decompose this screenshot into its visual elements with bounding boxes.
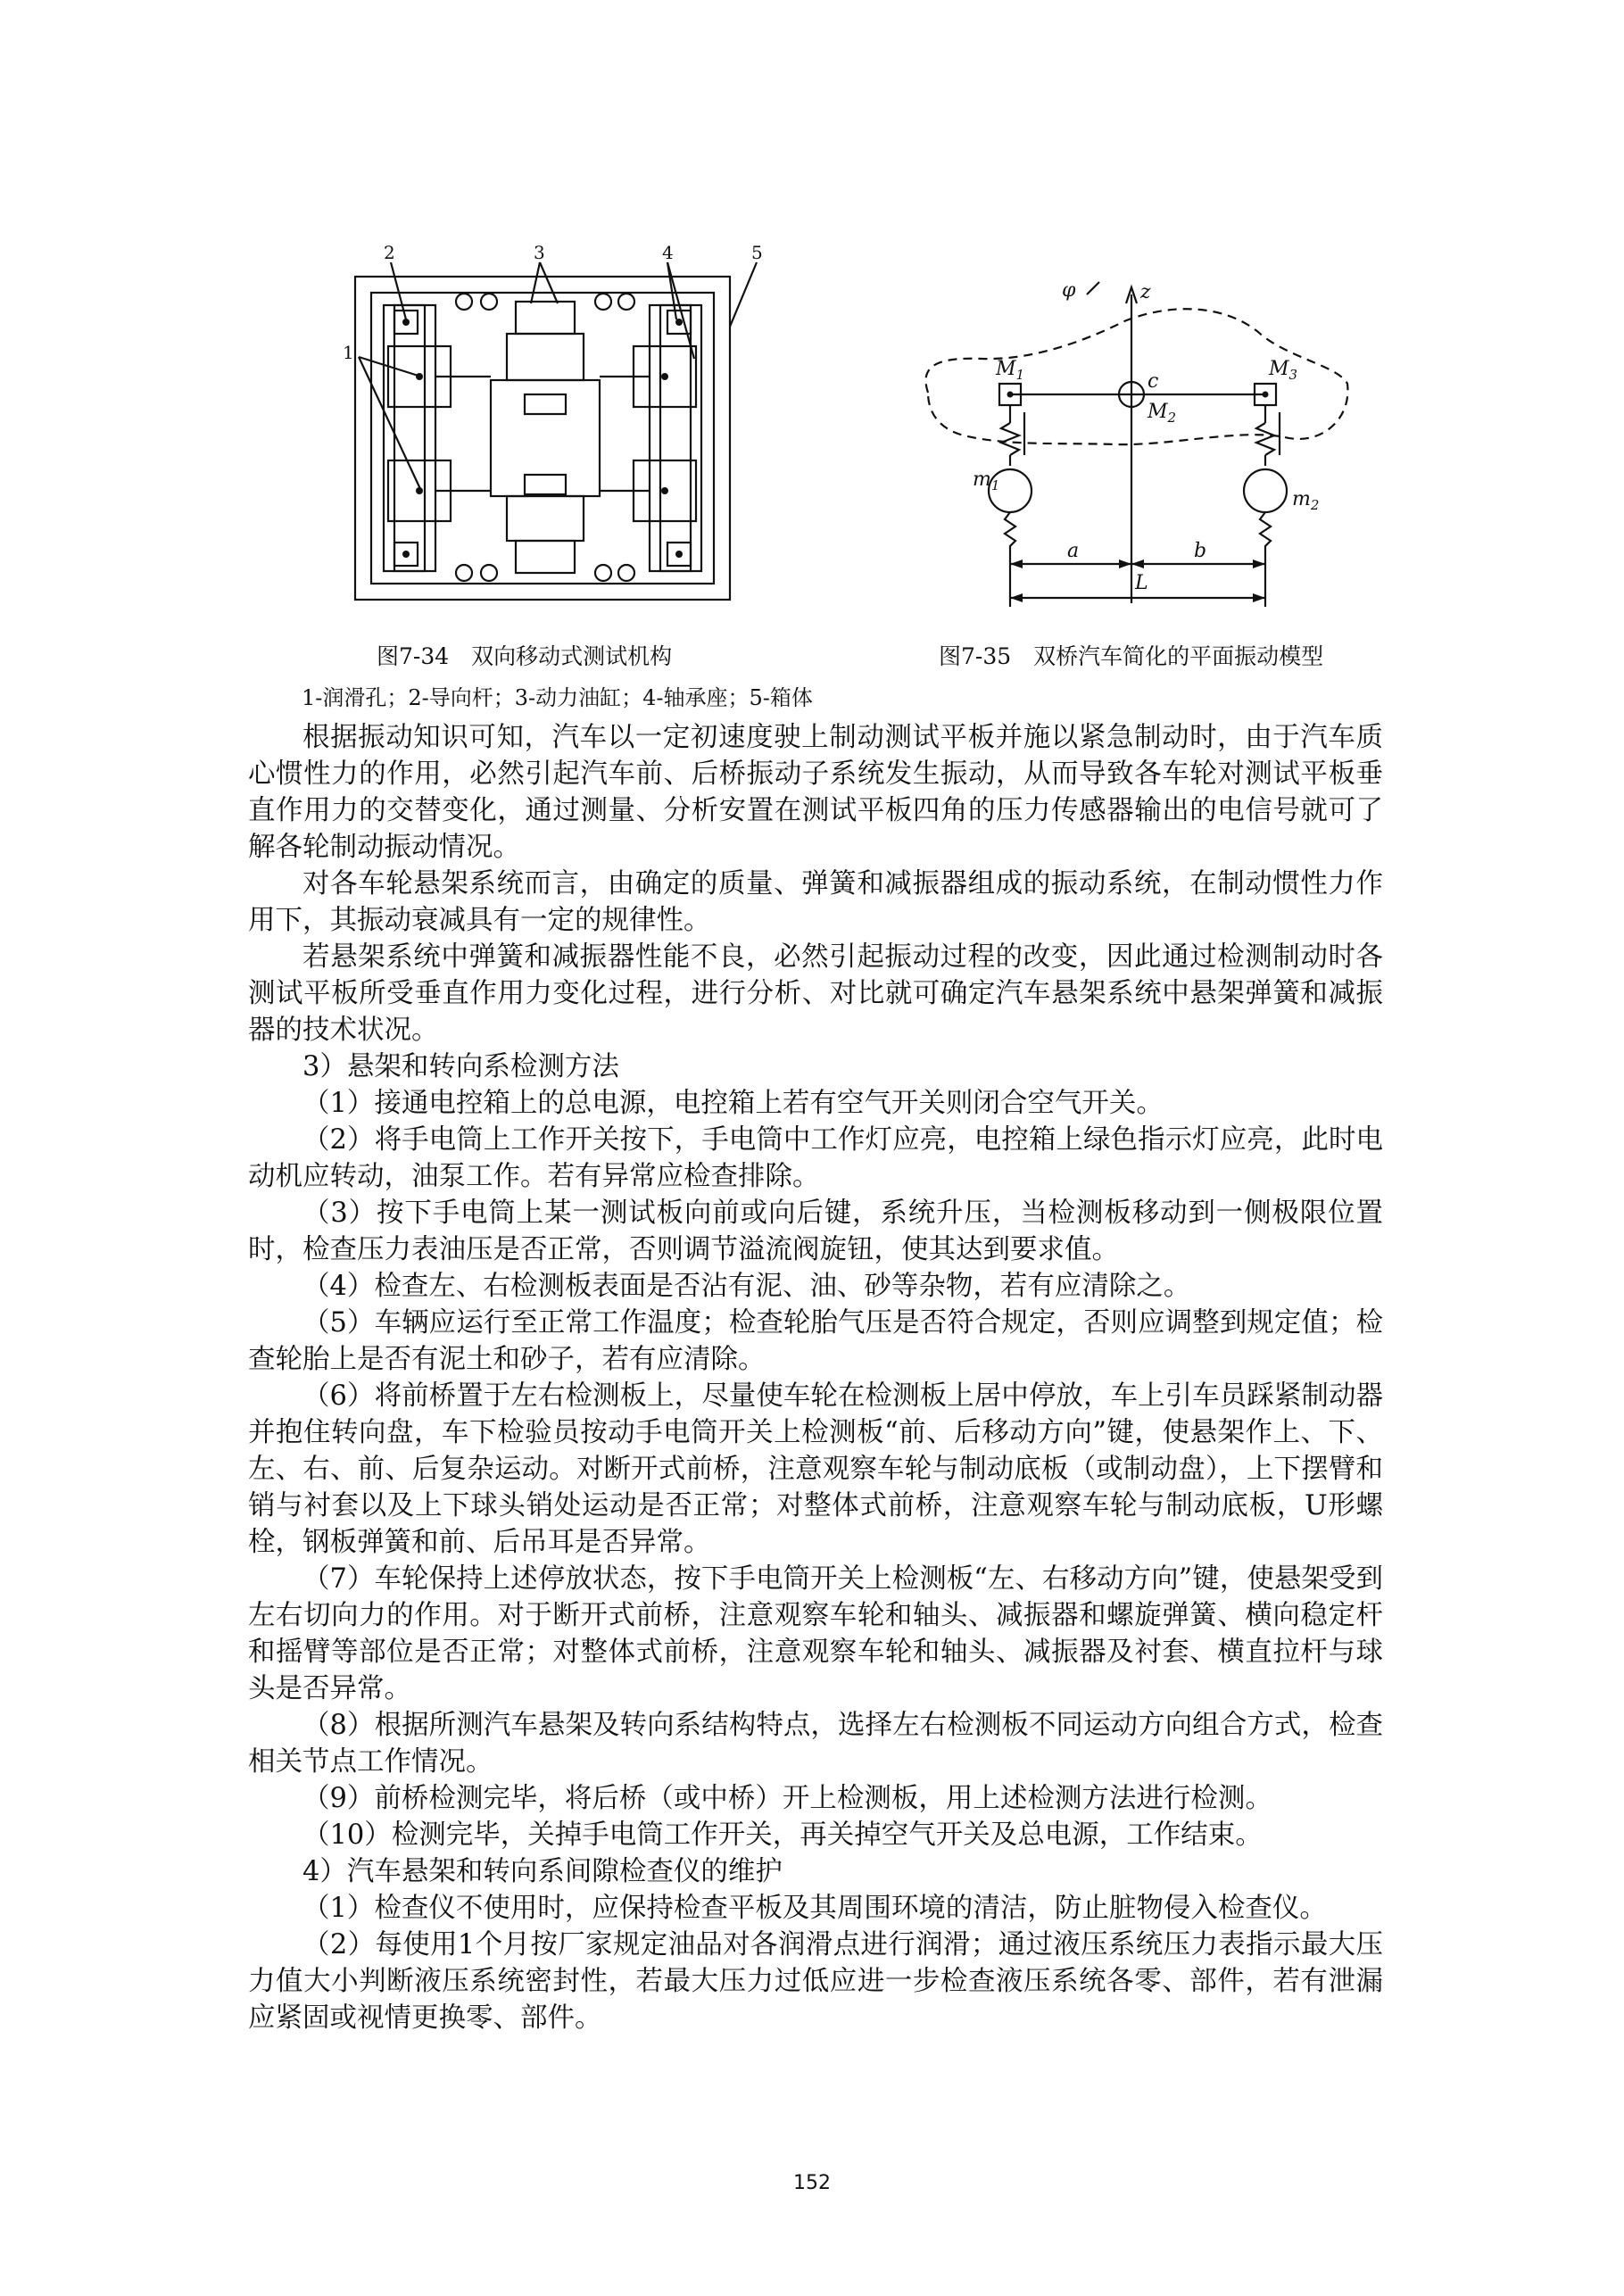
label-M1: M bbox=[996, 358, 1016, 380]
figure-7-35-caption: 图7-35 双桥汽车简化的平面振动模型 bbox=[939, 643, 1324, 669]
label-M3-sub: 3 bbox=[1288, 367, 1298, 383]
label-z: z bbox=[1140, 281, 1151, 303]
test-mechanism-drawing bbox=[339, 241, 763, 616]
figure-legend: 1-润滑孔；2-导向杆；3-动力油缸；4-轴承座；5-箱体 bbox=[302, 685, 813, 710]
figure-7-34 bbox=[339, 241, 763, 616]
label-m1: m bbox=[973, 468, 991, 491]
step-item: （4）检查左、右检测板表面是否沾有泥、油、砂等杂物，若有应清除之。 bbox=[302, 1271, 1191, 1302]
step-item: （2）将手电筒上工作开关按下，手电筒中工作灯应亮，电控箱上绿色指示灯应亮，此时电动机应转动，油泵工作。若有异常应检查排除。 bbox=[248, 1124, 1383, 1192]
label-m2: m bbox=[1292, 488, 1311, 510]
label-L: L bbox=[1135, 572, 1148, 594]
vibration-model-drawing bbox=[901, 268, 1374, 625]
step-item: （3）按下手电筒上某一测试板向前或向后键，系统升压，当检测板移动到一侧极限位置时，检查压力表油压是否正常，否则调节溢流阀旋钮，使其达到要求值。 bbox=[248, 1198, 1383, 1265]
callout-1: 1 bbox=[343, 342, 354, 363]
label-M3: M bbox=[1269, 358, 1289, 380]
paragraph: 对各车轮悬架系统而言，由确定的质量、弹簧和减振器组成的振动系统，在制动惯性力作用下，其振动衰减具有一定的规律性。 bbox=[248, 868, 1383, 936]
label-b: b bbox=[1194, 540, 1207, 562]
callout-3: 3 bbox=[534, 242, 545, 263]
label-m1-sub: 1 bbox=[990, 477, 1000, 493]
svg-text:M1 bbox=[995, 358, 1024, 383]
step-item: （9）前桥检测完毕，将后桥（或中桥）开上检测板，用上述检测方法进行检测。 bbox=[302, 1783, 1272, 1814]
paragraph: 根据振动知识可知，汽车以一定初速度驶上制动测试平板并施以紧急制动时，由于汽车质心惯性力的作用，必然引起汽车前、后桥振动子系统发生振动，从而导致各车轮对测试平板垂直作用力的交替变化，通过测量、分析安置在测试平板四角的压力传感器输出的电信号就可了解各轮制动振动情况。 bbox=[248, 722, 1383, 863]
svg-text:m1 bbox=[973, 468, 999, 493]
callout-2: 2 bbox=[384, 242, 395, 263]
step-item: （6）将前桥置于左右检测板上，尽量使车轮在检测板上居中停放，车上引车员踩紧制动器并抱住转向盘，车下检验员按动手电筒开关上检测板“前、后移动方向”键，使悬架作上、下、左、右、前、后复杂运动。对断开式前桥，注意观察车轮与制动底板（或制动盘），上下摆臂和销与衬套以及上下球头销处运动是否正常；对整体式前桥，注意观察车轮与制动底板，U形螺栓，钢板弹簧和前、后吊耳是否异常。 bbox=[248, 1380, 1383, 1558]
paragraph: 若悬架系统中弹簧和减振器性能不良，必然引起振动过程的改变，因此通过检测制动时各测试平板所受垂直作用力变化过程，进行分析、对比就可确定汽车悬架系统中悬架弹簧和减振器的技术状况。 bbox=[248, 941, 1383, 1046]
step-item: （2）每使用1个月按厂家规定油品对各润滑点进行润滑；通过液压系统压力表指示最大压力值大小判断液压系统密封性，若最大压力过低应进一步检查液压系统各零、部件，若有泄漏应紧固或视情更换零、部件。 bbox=[248, 1929, 1383, 2034]
section-heading: 3）悬架和转向系检测方法 bbox=[302, 1051, 619, 1082]
callout-4: 4 bbox=[662, 242, 674, 263]
label-c: c bbox=[1148, 370, 1159, 393]
figure-7-34-caption: 图7-34 双向移动式测试机构 bbox=[377, 643, 673, 669]
label-a: a bbox=[1067, 540, 1080, 562]
label-m2-sub: 2 bbox=[1310, 497, 1320, 513]
label-M2-sub: 2 bbox=[1167, 410, 1177, 426]
label-M2: M bbox=[1148, 401, 1168, 423]
step-item: （1）检查仪不使用时，应保持检查平板及其周围环境的清洁，防止脏物侵入检查仪。 bbox=[302, 1893, 1327, 1924]
step-item: （10）检测完毕，关掉手电筒工作开关，再关掉空气开关及总电源，工作结束。 bbox=[302, 1819, 1263, 1851]
callout-5: 5 bbox=[751, 242, 763, 263]
svg-text:m2 bbox=[1292, 488, 1319, 513]
label-M1-sub: 1 bbox=[1015, 367, 1025, 383]
label-phi: φ bbox=[1062, 279, 1076, 302]
svg-text:M3 bbox=[1268, 358, 1297, 383]
svg-text:M2 bbox=[1147, 401, 1176, 426]
step-item: （8）根据所测汽车悬架及转向系结构特点，选择左右检测板不同运动方向组合方式，检查相关节点工作情况。 bbox=[248, 1710, 1383, 1778]
section-heading: 4）汽车悬架和转向系间隙检查仪的维护 bbox=[302, 1856, 783, 1887]
body-text bbox=[248, 719, 1383, 2036]
figure-7-35 bbox=[901, 268, 1374, 625]
step-item: （1）接通电控箱上的总电源，电控箱上若有空气开关则闭合空气开关。 bbox=[302, 1088, 1164, 1119]
step-item: （5）车辆应运行至正常工作温度；检查轮胎气压是否符合规定，否则应调整到规定值；检查轮胎上是否有泥土和砂子，若有应清除。 bbox=[248, 1307, 1383, 1375]
step-item: （7）车轮保持上述停放状态，按下手电筒开关上检测板“左、右移动方向”键，使悬架受到左右切向力的作用。对于断开式前桥，注意观察车轮和轴头、减振器和螺旋弹簧、横向稳定杆和摇臂等部位是否正常；对整体式前桥，注意观察车轮和轴头、减振器及衬套、横直拉杆与球头是否异常。 bbox=[248, 1563, 1383, 1704]
page-number: 152 bbox=[793, 2172, 831, 2194]
